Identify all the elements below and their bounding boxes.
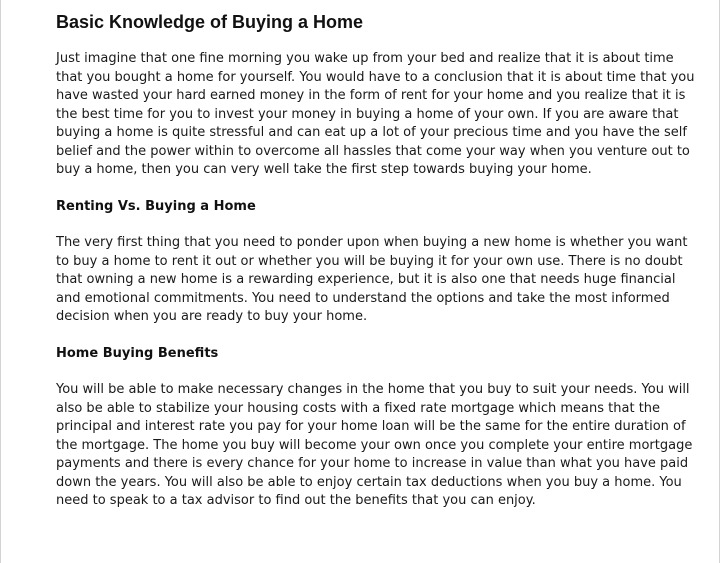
intro-paragraph: Just imagine that one fine morning you wake up from your bed and realize that it is about time that you bought a home for yourself. You would have to a conclusion that it is about time that you have wasted your hard earned money in the form of rent for your home and you realize that it is the best time for you to invest your money in buying a home of your own. If you are aware that buying a home is quite stressful and can eat up a lot of your precious time and you have the self belief and the power within to overcome all hassles that come your way when you venture out to buy a home, then you can very well take the first step towards buying your home. [56,51,695,177]
section-paragraph-home-buying-benefits: You will be able to make necessary changes in the home that you buy to suit your needs. You will also be able to stabilize your housing costs with a fixed rate mortgage which means that the principal and interest rate you pay for your home loan will be the same for the entire duration of the mortgage. The home you buy will become your own once you complete your entire mortgage payments and there is every chance for your home to increase in value than what you have paid down the years. You will also be able to enjoy certain tax deductions when you buy a home. You need to speak to a tax advisor to find out the benefits that you can enjoy. [56,382,693,508]
section-paragraph-renting-vs-buying: The very first thing that you need to ponder upon when buying a new home is whether you want to buy a home to rent it out or whether you will be buying it for your own use. There is no doubt that owning a new home is a rewarding experience, but it is also one that needs huge financial and emotional commitments. You need to understand the options and take the most informed decision when you are ready to buy your home. [56,235,688,324]
section-heading-renting-vs-buying: Renting Vs. Buying a Home [56,198,256,214]
article [56,11,696,529]
article-title: Basic Knowledge of Buying a Home [56,12,364,32]
section-heading-home-buying-benefits: Home Buying Benefits [56,345,219,361]
